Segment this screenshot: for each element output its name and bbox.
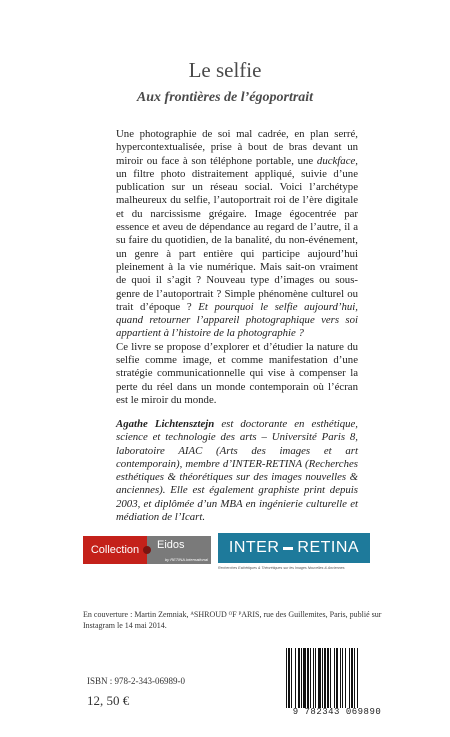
blurb-emphasis-duckface: duckface (316, 154, 356, 167)
collection-eidos-logo (83, 536, 211, 564)
author-bio-text: est doctorante en esthétique, science et technologie des arts – Université Paris 8, laboratoire AIAC (Arts des images et art contemporain), membre d’INTER-RETINA (Recherches esthétiques & théorétiques sur des images nouvelles & anciennes). Elle est également graphiste print depuis 2003, et diplômée d’un MBA en ingénierie culturelle et médiation de l’Icart. (116, 418, 358, 524)
inter-label: INTER (228, 539, 280, 556)
eidos-label: Eidos (157, 539, 185, 551)
blurb-emphasis-question: Et pourquoi le selfie aujourd’hui, quand retourner l’appareil photographique vers soi appartient à l’histoire de la photographie ? (116, 300, 358, 340)
barcode-number: 9 782343 069890 (292, 707, 382, 717)
retina-label: RETINA (297, 539, 360, 556)
inter-retina-logo (218, 533, 370, 563)
inter-retina-tagline: Recherches Esthétiques & Théorétiques sur les Images Nouvelles & Anciennes (218, 566, 345, 570)
dash-icon (283, 547, 293, 550)
blurb-text-b: , un filtre photo distraitement appliqué, suivie d’une publication sur un réseau social. Voici l’archétype malheureux du selfie, l’autoportrait roi de l’ère digitale et du narcissisme grégaire. Image égocentrée par essence et aveu de dépendance au regard de l’autre, il a su faire du quotidien, de la banalité, du non-événement, un genre à part entière qui participe aujourd’hui pleinement à la vie numérique. Mais sait-on vraiment de quoi il s’agit ? Nouveau type d’images ou sous-genre de l’autoportrait ? Simple phénomène culturel ou trait d’époque ? (116, 154, 358, 313)
barcode-icon (284, 648, 390, 708)
collection-label: Collection (83, 536, 147, 564)
blurb-text-a: Une photographie de soi mal cadrée, en plan serré, hypercontextualisée, prise à bout de bras devant un miroir ou face à son téléphone portable, une (116, 128, 358, 167)
isbn: ISBN : 978-2-343-06989-0 (87, 676, 185, 686)
eidos-dot-icon (143, 546, 151, 554)
book-title: Le selfie (188, 58, 262, 82)
eidos-sublabel: by RETINA.International (164, 557, 208, 562)
cover-credit: En couverture : Martin Zemniak, ᴬSHROUD ᴼF ᴾARIS, rue des Guillemites, Paris, publié sur Instagram le 14 mai 2014. (83, 610, 382, 630)
blurb-paragraph-2: Ce livre se propose d’explorer et d’étudier la nature du selfie comme image, et comme manifestation d’une stratégie communicationnelle qui vise à compenser la perte du réel dans un monde contemporain où l’écran est le miroir du monde. (116, 340, 358, 406)
author-name: Agathe Lichtensztejn (116, 418, 215, 430)
book-subtitle: Aux frontières de l’égoportrait (136, 90, 314, 105)
author-bio (116, 418, 358, 524)
blurb-paragraph-1 (116, 128, 358, 341)
blurb (116, 128, 358, 407)
eidos-block (147, 536, 211, 564)
price: 12, 50 € (87, 693, 130, 708)
